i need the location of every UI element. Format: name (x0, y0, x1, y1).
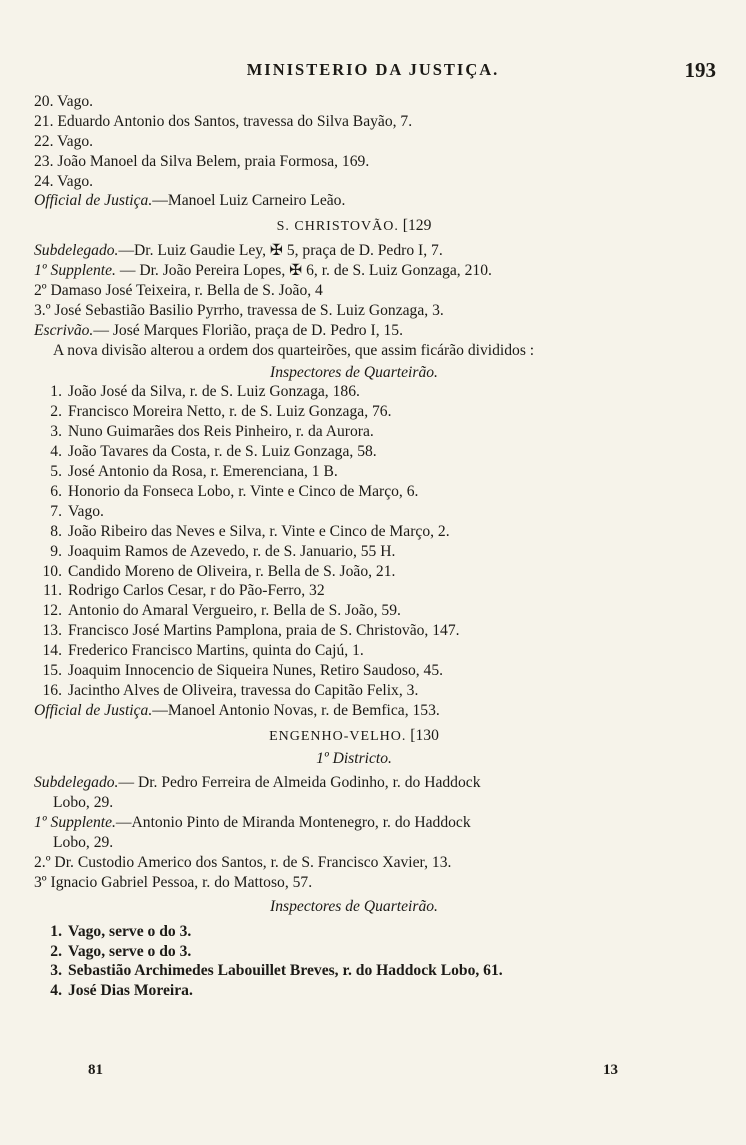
list-item (34, 601, 674, 621)
item-text: Vago, serve o do 3. (68, 942, 192, 960)
item-text: Nuno Guimarães dos Reis Pinheiro, r. da Aurora. (68, 423, 374, 441)
item-number: 14. (42, 642, 62, 660)
item-text: José Antonio da Rosa, r. Emerenciana, 1 B. (68, 463, 338, 481)
section-title: ENGENHO-VELHO. (269, 728, 407, 744)
item-text: João Ribeiro das Neves e Silva, r. Vinte e Cinco de Março, 2. (68, 522, 450, 540)
item-text: Honorio da Fonseca Lobo, r. Vinte e Cinco de Março, 6. (68, 482, 419, 500)
item-number: 15. (42, 661, 62, 679)
item-number: 3. (50, 962, 62, 980)
official-line (34, 773, 674, 793)
list-item (34, 422, 674, 442)
official-line: 3º Ignacio Gabriel Pessoa, r. do Mattoso, 57. (34, 873, 313, 891)
item-text: João José da Silva, r. de S. Luiz Gonzaga, 186. (68, 383, 360, 401)
list-item (34, 562, 674, 582)
list-item (34, 152, 674, 172)
item-text: Eduardo Antonio dos Santos, travessa do Silva Bayão, 7. (57, 112, 413, 130)
official-line-cont: Lobo, 29. (53, 834, 114, 852)
list-item (34, 641, 674, 661)
official-line (34, 241, 674, 261)
section-title: S. CHRISTOVÃO. (276, 219, 399, 235)
section-ref: [129 (402, 217, 432, 235)
role-label: Escrivão. (34, 321, 94, 339)
item-number: 11. (43, 582, 62, 600)
list-item (34, 922, 674, 942)
inspectors-list (34, 382, 674, 700)
role-text: — Dr. João Pereira Lopes, ✠ 6, r. de S. Luiz Gonzaga, 210. (115, 262, 492, 280)
list-item (34, 942, 674, 962)
item-number: 6. (50, 482, 62, 500)
role-text: —Dr. Luiz Gaudie Ley, ✠ 5, praça de D. Pedro I, 7. (118, 242, 443, 260)
role-label: Subdelegado. (34, 242, 119, 260)
role-text: — José Marques Florião, praça de D. Pedro I, 15. (93, 321, 403, 339)
official-line (34, 301, 674, 321)
role-text: — Dr. Pedro Ferreira de Almeida Godinho, r. do Haddock (118, 774, 481, 792)
item-number: 16. (42, 681, 62, 699)
official-text: —Manoel Luiz Carneiro Leão. (152, 192, 346, 210)
page-header (30, 58, 716, 88)
page-number: 193 (684, 58, 716, 82)
role-label: 1º Supplente. (34, 262, 116, 280)
page-footer (88, 1062, 618, 1084)
official-label: Official de Justiça. (34, 192, 153, 210)
item-number: 10. (42, 562, 62, 580)
role-label: 3.º (34, 301, 51, 319)
item-text: Frederico Francisco Martins, quinta do Cajú, 1. (68, 642, 364, 660)
list-item (34, 661, 674, 681)
section-heading (34, 726, 674, 746)
item-text: Antonio do Amaral Vergueiro, r. Bella de S. João, 59. (68, 602, 401, 620)
item-number: 7. (50, 502, 62, 520)
role-text: Damaso José Teixeira, r. Bella de S. João, 4 (46, 282, 323, 300)
signature-mark: 81 (88, 1062, 103, 1078)
item-number: 21. (34, 112, 54, 130)
item-number: 1. (50, 922, 62, 940)
item-number: 2. (50, 942, 62, 960)
running-title: MINISTERIO DA JUSTIÇA. (246, 60, 500, 79)
section-heading (34, 216, 674, 236)
official-line (34, 321, 674, 341)
list-item (34, 621, 674, 641)
item-number: 9. (50, 542, 62, 560)
list-item (34, 92, 674, 112)
item-text: Vago. (57, 93, 94, 110)
official-line-cont: Lobo, 29. (53, 794, 114, 812)
list-item (34, 382, 674, 402)
list-item (34, 172, 674, 192)
official-line (34, 191, 674, 211)
item-number: 4. (50, 982, 62, 1000)
item-number: 24. (34, 172, 54, 190)
item-number: 5. (50, 463, 62, 481)
official-line (34, 281, 674, 301)
role-label: 2º (34, 282, 47, 300)
item-text: Vago. (68, 502, 104, 520)
item-number: 23. (34, 152, 54, 170)
official-line (34, 261, 674, 281)
item-text: Sebastião Archimedes Labouillet Breves, r. do Haddock Lobo, 61. (68, 962, 503, 980)
item-text: João Manoel da Silva Belem, praia Formosa, 169. (57, 152, 370, 170)
sheet-number: 13 (603, 1062, 618, 1078)
section-ref: [130 (410, 726, 439, 744)
item-text: Vago, serve o do 3. (68, 922, 192, 940)
item-number: 12. (42, 602, 62, 620)
item-text: Rodrigo Carlos Cesar, r do Pão-Ferro, 32 (68, 582, 325, 600)
district-title: 1º Districto. (316, 749, 392, 767)
inspectors-list (34, 922, 674, 1002)
page-body (34, 92, 674, 1001)
list-item (34, 482, 674, 502)
official-line: 2.º Dr. Custodio Americo dos Santos, r. de S. Francisco Xavier, 13. (34, 853, 452, 871)
official-line (34, 701, 674, 721)
item-number: 22. (34, 132, 54, 150)
paragraph: A nova divisão alterou a ordem dos quarteirões, que assim ficárão divididos : (53, 341, 535, 359)
official-line (34, 813, 674, 833)
item-text: Francisco Moreira Netto, r. de S. Luiz Gonzaga, 76. (68, 403, 392, 421)
item-text: Vago. (57, 132, 94, 150)
item-number: 3. (50, 423, 62, 441)
item-text: Candido Moreno de Oliveira, r. Bella de S. João, 21. (68, 562, 396, 580)
inspectors-title: Inspectores de Quarteirão. (270, 897, 438, 915)
list-item (34, 981, 674, 1001)
item-number: 13. (42, 622, 62, 640)
list-item (34, 462, 674, 482)
item-text: Vago. (57, 172, 94, 190)
role-label: 1º Supplente. (34, 814, 116, 832)
list-item (34, 522, 674, 542)
item-number: 2. (50, 403, 62, 421)
official-text: —Manoel Antonio Novas, r. de Bemfica, 153. (152, 701, 440, 719)
list-item (34, 581, 674, 601)
item-number: 1. (50, 383, 62, 401)
item-text: Joaquim Innocencio de Siqueira Nunes, Retiro Saudoso, 45. (68, 661, 444, 679)
item-text: José Dias Moreira. (68, 982, 193, 1000)
list-item (34, 681, 674, 701)
official-label: Official de Justiça. (34, 701, 153, 719)
list-item (34, 132, 674, 152)
list-item (34, 442, 674, 462)
item-text: Jacintho Alves de Oliveira, travessa do Capitão Felix, 3. (68, 681, 419, 699)
role-label: Subdelegado. (34, 774, 119, 792)
item-text: Joaquim Ramos de Azevedo, r. de S. Januario, 55 H. (68, 542, 396, 560)
role-text: José Sebastião Basilio Pyrrho, travessa de S. Luiz Gonzaga, 3. (50, 301, 444, 319)
item-number: 4. (50, 443, 62, 461)
list-item (34, 402, 674, 422)
list-item (34, 542, 674, 562)
inspectors-title: Inspectores de Quarteirão. (270, 363, 438, 381)
list-item (34, 502, 674, 522)
list-item (34, 112, 674, 132)
item-number: 20. (34, 93, 54, 110)
list-item (34, 961, 674, 981)
item-text: João Tavares da Costa, r. de S. Luiz Gonzaga, 58. (68, 443, 377, 461)
item-number: 8. (50, 522, 62, 540)
item-text: Francisco José Martins Pamplona, praia de S. Christovão, 147. (68, 622, 460, 640)
role-text: —Antonio Pinto de Miranda Montenegro, r. do Haddock (115, 814, 471, 832)
